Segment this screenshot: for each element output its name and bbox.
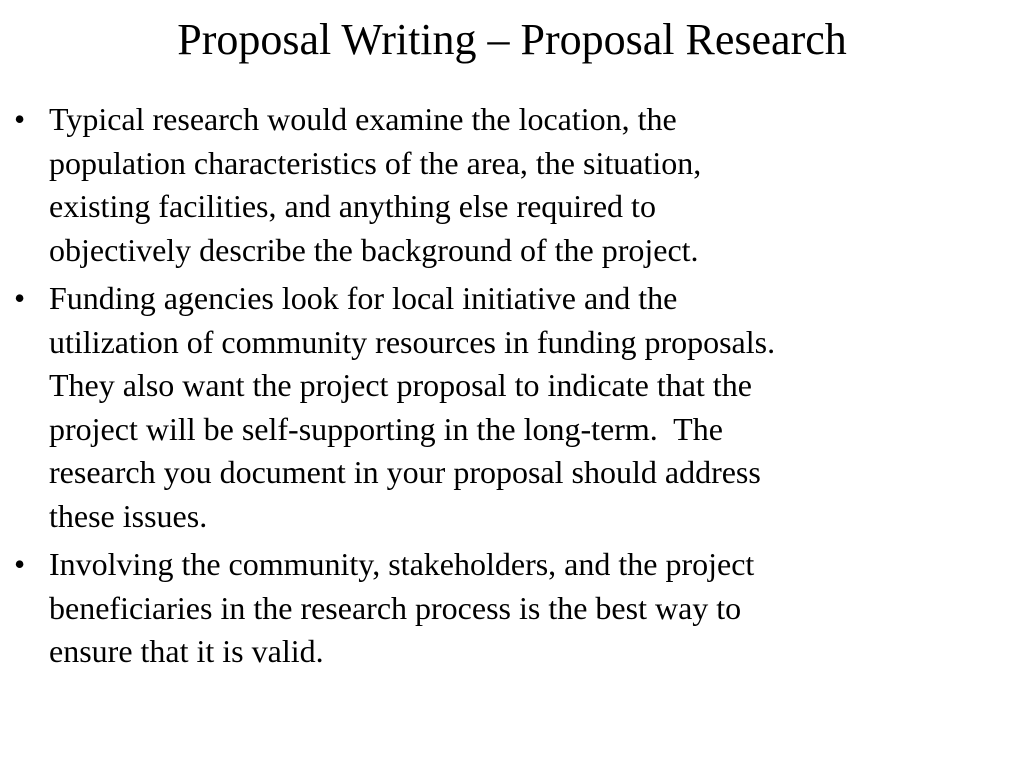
bullet-item bbox=[14, 277, 974, 538]
bullet-text-line: They also want the project proposal to indicate that the bbox=[49, 367, 752, 403]
bullet-text-line: Involving the community, stakeholders, and the project bbox=[49, 546, 755, 582]
bullet-item bbox=[14, 543, 974, 674]
bullet-text-line: project will be self-supporting in the long-term. The bbox=[49, 410, 723, 447]
bullet-text-line: existing facilities, and anything else required to bbox=[49, 188, 656, 224]
bullet-text-line: population characteristics of the area, the situation, bbox=[49, 144, 702, 181]
bullet-dot-icon: • bbox=[14, 546, 26, 582]
bullet-dot-icon: • bbox=[14, 280, 26, 316]
bullet-text-line: beneficiaries in the research process is the best way to bbox=[49, 589, 742, 626]
bullet-text-line: ensure that it is valid. bbox=[49, 633, 324, 669]
bullet-item bbox=[14, 98, 974, 272]
bullet-dot-icon: • bbox=[14, 101, 26, 137]
bullet-text-line: utilization of community resources in funding proposals. bbox=[49, 323, 776, 360]
slide-title: Proposal Writing – Proposal Research bbox=[177, 15, 847, 64]
bullet-text-line: these issues. bbox=[49, 497, 208, 534]
bullet-text-line: research you document in your proposal should address bbox=[49, 454, 761, 490]
bullet-text-line: Funding agencies look for local initiative and the bbox=[49, 280, 678, 316]
bullet-text-line: objectively describe the background of the project. bbox=[49, 231, 699, 268]
bullet-text-line: Typical research would examine the location, the bbox=[49, 101, 677, 137]
bullet-list bbox=[14, 98, 974, 679]
